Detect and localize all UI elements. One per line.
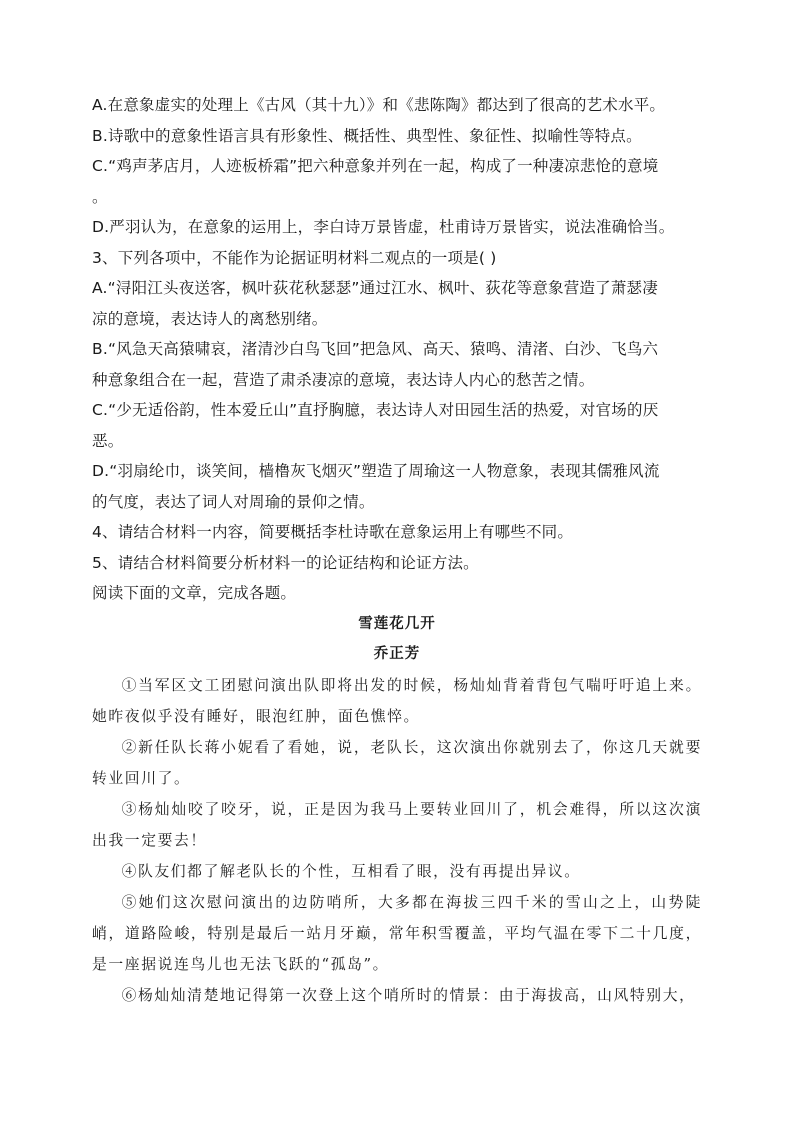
story-paragraph: ⑥杨灿灿清楚地记得第一次登上这个哨所时的情景：由于海拔高，山风特别大， <box>121 986 696 1004</box>
option-2b: B.诗歌中的意象性语言具有形象性、概括性、典型性、象征性、拟喻性等特点。 <box>92 126 642 145</box>
question-3-line: B.“风急天高猿啸哀，渚清沙白鸟飞回”把急风、高天、猿鸣、清渚、白沙、飞鸟六 <box>92 340 659 358</box>
question-4: 4、请结合材料一内容，简要概括李杜诗歌在意象运用上有哪些不同。 <box>92 523 574 541</box>
option-2c-continued: 。 <box>92 187 108 206</box>
story-author: 乔正芳 <box>373 645 421 662</box>
option-2c: C.“鸡声茅店月，人迹板桥霜”把六种意象并列在一起，构成了一种凄凉悲怆的意境 <box>92 157 659 175</box>
story-paragraph: ②新任队长蒋小妮看了看她，说，老队长，这次演出你就别去了，你这几天就要转业回川了。 <box>92 738 702 787</box>
question-3-line: 恶。 <box>92 431 124 450</box>
question-5: 5、请结合材料简要分析材料一的论证结构和论证方法。 <box>92 553 479 572</box>
question-3-line: 种意象组合在一起，营造了肃杀凄凉的意境，表达诗人内心的愁苦之情。 <box>92 370 595 389</box>
question-3-line: 的气度，表达了词人对周瑜的景仰之情。 <box>92 492 375 511</box>
question-3-line: 凉的意境，表达诗人的离愁别绪。 <box>92 309 328 328</box>
option-2d: D.严羽认为，在意象的运用上，李白诗万景皆虚，杜甫诗万景皆实，说法准确恰当。 <box>92 218 675 236</box>
story-paragraph: ①当军区文工团慰问演出队即将出发的时候，杨灿灿背着背包气喘吁吁追上来。她昨夜似乎没有睡好，眼泡红肿，面色憔悴。 <box>92 676 702 725</box>
story-paragraph: ③杨灿灿咬了咬牙，说，正是因为我马上要转业回川了，机会难得，所以这次演出我一定要去！ <box>92 800 702 849</box>
reading-instruction: 阅读下面的文章，完成各题。 <box>92 584 297 602</box>
question-3-line: A.“浔阳江头夜送客，枫叶荻花秋瑟瑟”通过江水、枫叶、荻花等意象营造了萧瑟凄 <box>92 279 658 297</box>
option-2a: A.在意象虚实的处理上《古风（其十九）》和《悲陈陶》都达到了很高的艺术水平。 <box>92 96 666 114</box>
story-paragraph: ⑤她们这次慰问演出的边防哨所，大多都在海拔三四千米的雪山之上，山势陡峭，道路险峻，特别是最后一站月牙巅，常年积雪覆盖，平均气温在零下二十几度，是一座据说连鸟儿也无法飞跃的“孤岛”。 <box>92 893 702 973</box>
story-body <box>92 670 702 1011</box>
question-3-line: C.“少无适俗韵，性本爱丘山”直抒胸臆，表达诗人对田园生活的热爱，对官场的厌 <box>92 401 659 419</box>
story-title: 雪莲花几开 <box>358 614 436 632</box>
document-page <box>92 90 702 1011</box>
story-paragraph: ④队友们都了解老队长的个性，互相看了眼，没有再提出异议。 <box>121 862 581 880</box>
question-3-stem: 3、下列各项中，不能作为论据证明材料二观点的一项是( ) <box>92 248 497 267</box>
question-3-line: D.“羽扇纶巾，谈笑间，樯橹灰飞烟灭”塑造了周瑜这一人物意象，表现其儒雅风流 <box>92 462 660 480</box>
